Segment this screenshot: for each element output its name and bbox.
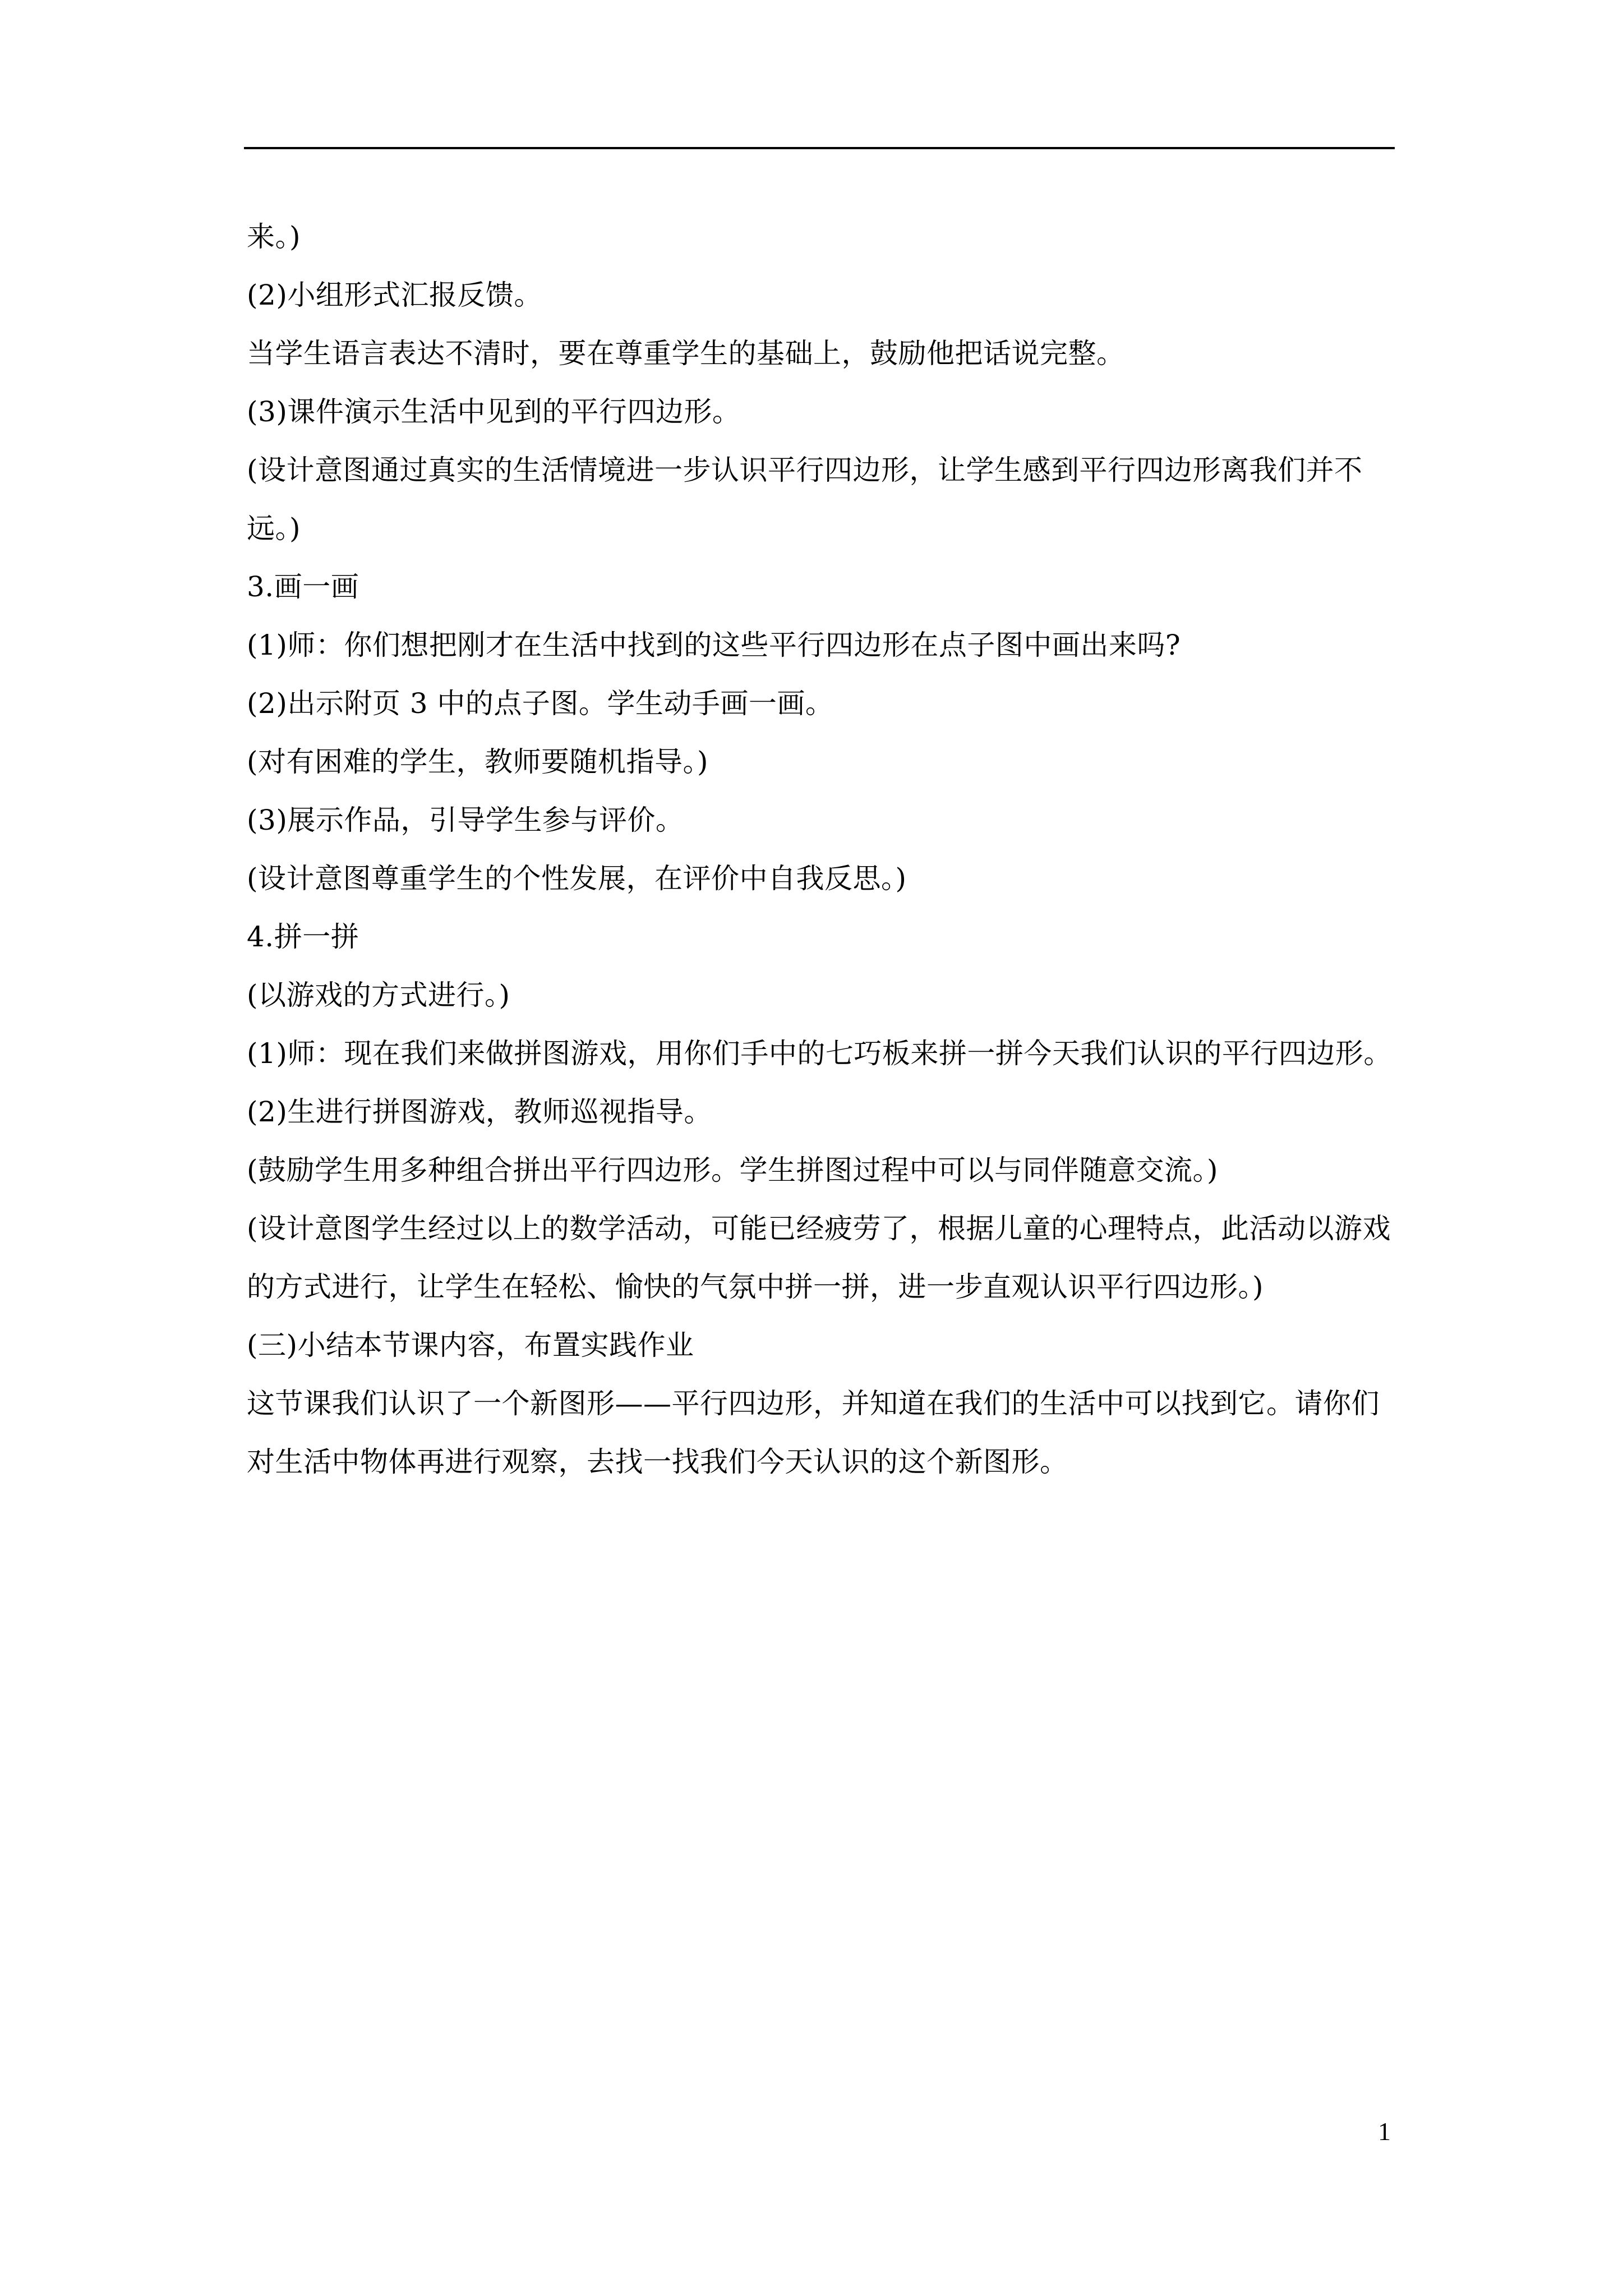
paragraph: 这节课我们认识了一个新图形——平行四边形，并知道在我们的生活中可以找到它。请你们对生活中物体再进行观察，去找一找我们今天认识的这个新图形。 (247, 1387, 1380, 1478)
paragraph: (以游戏的方式进行。) (247, 979, 510, 1011)
section-heading: (三)小结本节课内容，布置实践作业 (247, 1329, 694, 1361)
paragraph: 来。) (247, 220, 301, 253)
section-heading: 3.画一画 (247, 570, 359, 603)
paragraph: 当学生语言表达不清时，要在尊重学生的基础上，鼓励他把话说完整。 (247, 337, 1125, 370)
header-rule (244, 147, 1395, 149)
paragraph: (对有困难的学生，教师要随机指导。) (247, 746, 709, 778)
page-number: 1 (1378, 2117, 1391, 2146)
paragraph: (设计意图学生经过以上的数学活动，可能已经疲劳了，根据儿童的心理特点，此活动以游戏的方式进行，让学生在轻松、愉快的气氛中拼一拼，进一步直观认识平行四边形。) (247, 1212, 1391, 1303)
paragraph: (2)生进行拼图游戏，教师巡视指导。 (247, 1096, 712, 1128)
section-heading: 4.拼一拼 (247, 921, 359, 953)
paragraph: (设计意图尊重学生的个性发展，在评价中自我反思。) (247, 862, 907, 895)
paragraph: (2)出示附页 3 中的点子图。学生动手画一画。 (247, 687, 834, 720)
paragraph: (设计意图通过真实的生活情境进一步认识平行四边形，让学生感到平行四边形离我们并不远。) (247, 454, 1363, 545)
paragraph: (2)小组形式汇报反馈。 (247, 279, 542, 311)
paragraph: (鼓励学生用多种组合拼出平行四边形。学生拼图过程中可以与同伴随意交流。) (247, 1154, 1219, 1186)
paragraph: (3)课件演示生活中见到的平行四边形。 (247, 395, 741, 428)
document-body (247, 208, 1396, 1491)
paragraph: (1)师：现在我们来做拼图游戏，用你们手中的七巧板来拼一拼今天我们认识的平行四边形。 (247, 1037, 1392, 1070)
paragraph: (3)展示作品，引导学生参与评价。 (247, 804, 684, 836)
paragraph: (1)师：你们想把刚才在生活中找到的这些平行四边形在点子图中画出来吗? (247, 629, 1181, 661)
